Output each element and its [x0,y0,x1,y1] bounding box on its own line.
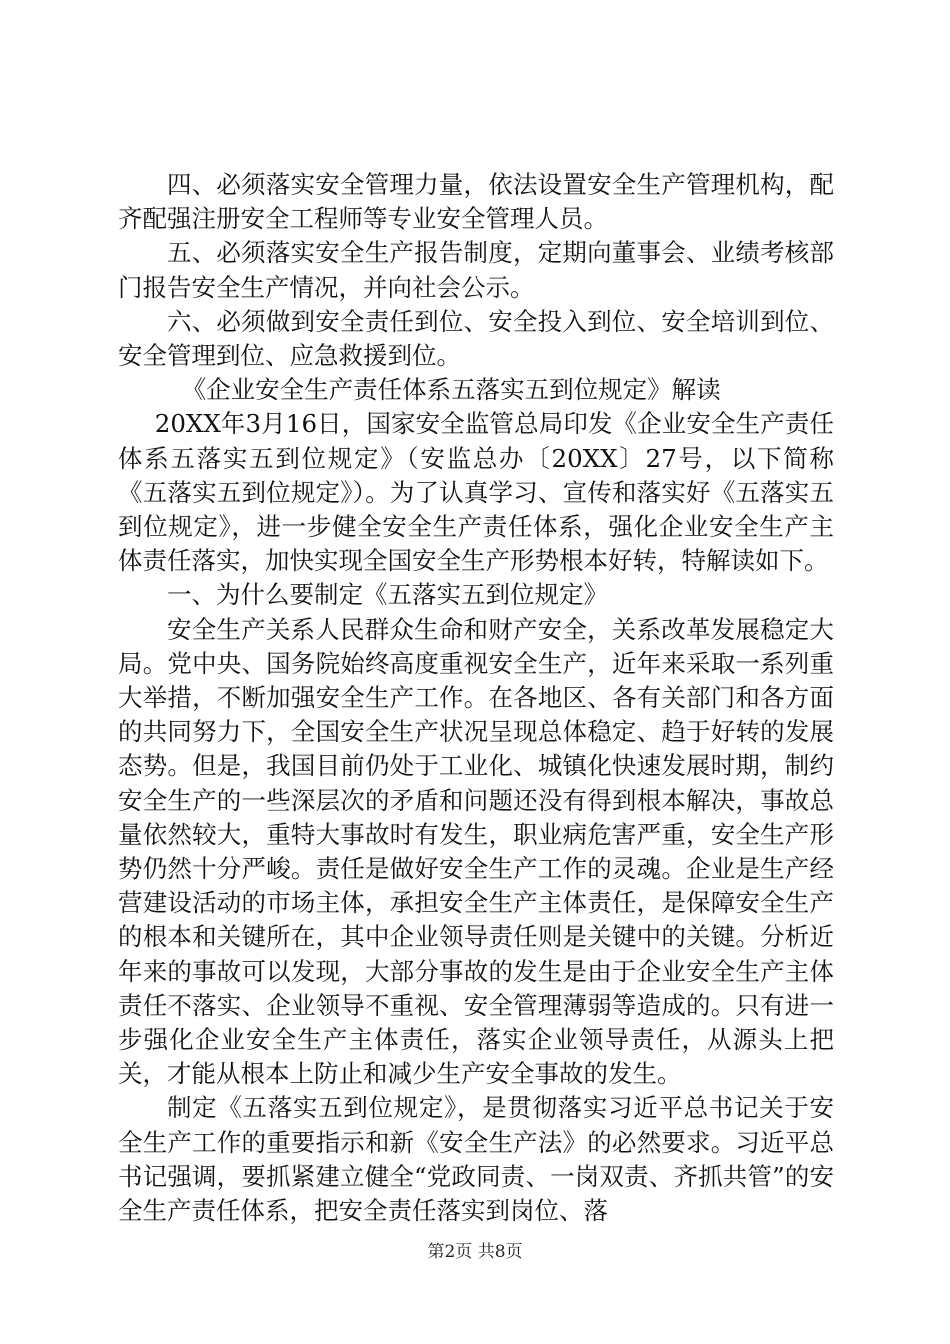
section-heading-one: 一、为什么要制定《五落实五到位规定》 [167,580,608,610]
section-title: 《企业安全生产责任体系五落实五到位规定》解读 [181,375,721,405]
paragraph-item-six: 六、必须做到安全责任到位、安全投入到位、安全培训到位、安全管理到位、应急救援到位。 [118,306,834,371]
paragraph-item-five: 五、必须落实安全生产报告制度，定期向董事会、业绩考核部门报告安全生产情况，并向社会公示。 [118,238,834,302]
page-number-footer: 第2页 共8页 [427,1242,523,1262]
document-body [118,168,834,1228]
paragraph-item-four: 四、必须落实安全管理力量，依法设置安全生产管理机构，配齐配强注册安全工程师等专业安全管理人员。 [118,170,834,234]
body-paragraph: 安全生产关系人民群众生命和财产安全，关系改革发展稳定大局。党中央、国务院始终高度重视安全生产，近年来采取一系列重大举措，不断加强安全生产工作。在各地区、各有关部门和各方面的共同努力下，全国安全生产状况呈现总体稳定、趋于好转的发展态势。但是，我国目前仍处于工业化、城镇化快速发展时期，制约安全生产的一些深层次的矛盾和问题还没有得到根本解决，事故总量依然较大，重特大事故时有发生，职业病危害严重，安全生产形势仍然十分严峻。责任是做好安全生产工作的灵魂。企业是生产经营建设活动的市场主体，承担安全生产主体责任，是保障安全生产的根本和关键所在，其中企业领导责任则是关键中的关键。分析近年来的事故可以发现，大部分事故的发生是由于企业安全生产主体责任不落实、企业领导不重视、安全管理薄弱等造成的。只有进一步强化企业安全生产主体责任，落实企业领导责任，从源头上把关，才能从根本上防止和减少生产安全事故的发生。 [118,614,834,1089]
intro-paragraph: 20XX年3月16日，国家安全监管总局印发《企业安全生产责任体系五落实五到位规定》（安监总办〔20XX〕27号，以下简称《五落实五到位规定》）。为了认真学习、宣传和落实好《五落实五到位规定》，进一步健全安全生产责任体系，强化企业安全生产主体责任落实，加快实现全国安全生产形势根本好转，特解读如下。 [118,409,834,576]
body-paragraph-continued: 制定《五落实五到位规定》，是贯彻落实习近平总书记关于安全生产工作的重要指示和新《安全生产法》的必然要求。习近平总书记强调，要抓紧建立健全“党政同责、一岗双责、齐抓共管”的安全生产责任体系，把安全责任落实到岗位、落 [118,1093,834,1226]
